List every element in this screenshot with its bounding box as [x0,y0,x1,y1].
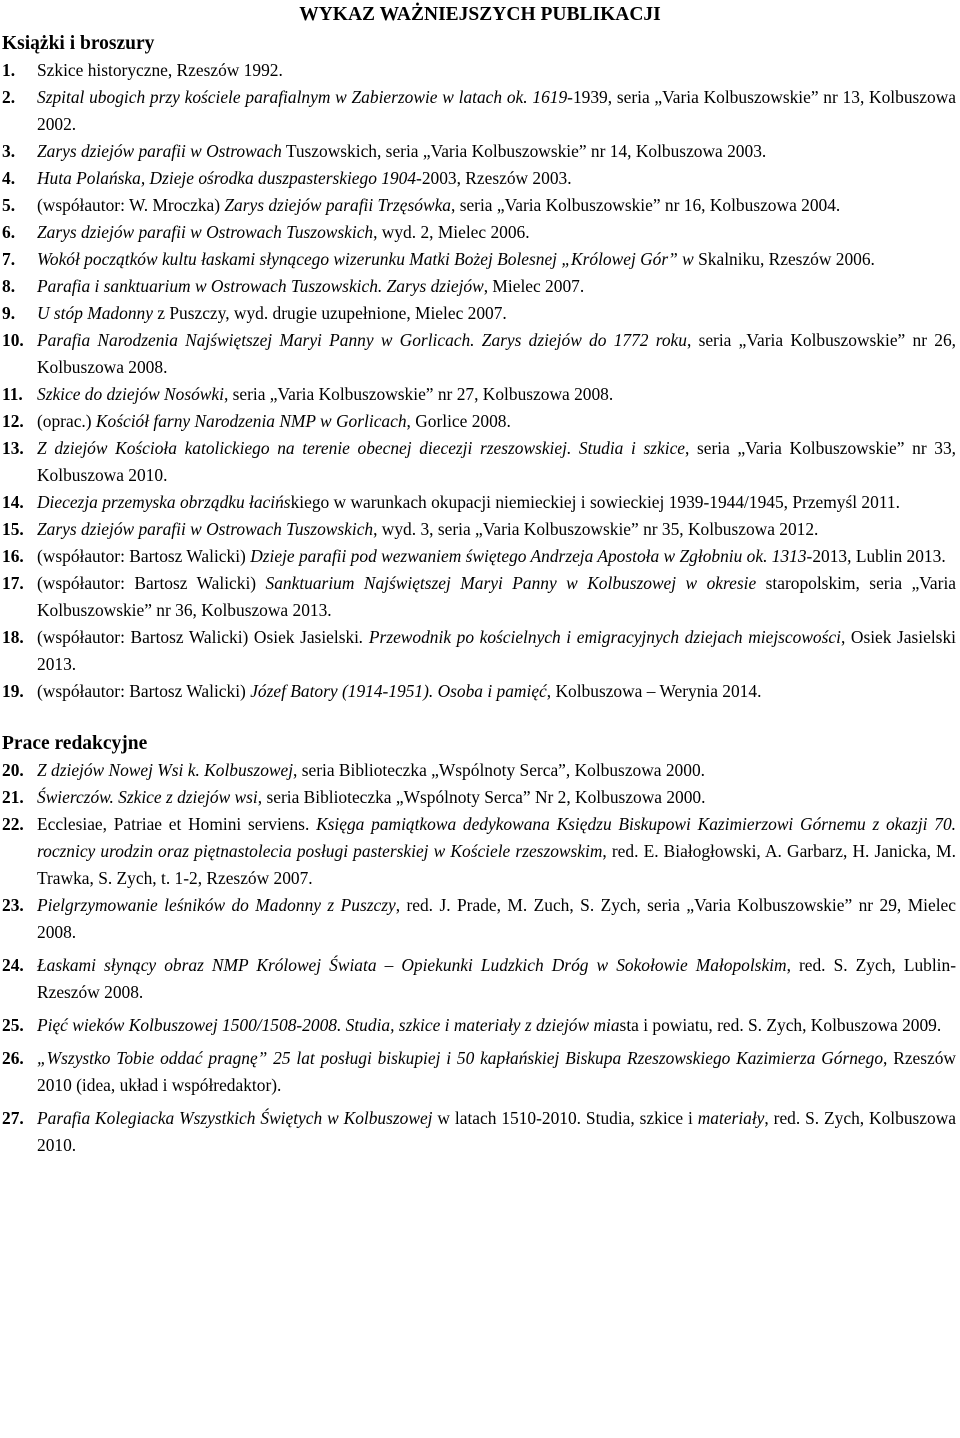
item-number: 5. [2,195,16,215]
item-text [37,573,956,620]
item-number: 27. [2,1108,24,1128]
text-run: , red. S. Zych, Lublin-Rzeszów 2008. [37,955,956,1002]
italic-title-run: Parafia i sanktuarium w Ostrowach Tuszowskich. Zarys dziejów [37,276,484,296]
item-number: 15. [2,519,24,539]
publication-item [0,1012,960,1039]
item-text [37,195,840,215]
item-text [37,168,572,188]
italic-title-run: Sanktuarium Najświętszej Maryi Panny w Kolbuszowej w okresie [265,573,757,593]
publication-item [0,300,960,327]
item-text [37,681,761,701]
item-number: 17. [2,573,24,593]
item-text [37,438,956,485]
text-run: Tuszowskich, seria „Varia Kolbuszowskie” nr 14, Kolbuszowa 2003. [281,141,767,161]
publication-item [0,138,960,165]
publication-item [0,624,960,678]
item-text [37,330,956,377]
item-number: 24. [2,955,24,975]
italic-title-run: Łaskami słynący obraz NMP Królowej Świata – Opiekunki Ludzkich Dróg w Sokołowie Małopolskim [37,955,787,975]
text-run: kiego w warunkach okupacji niemieckiej i sowieckiej 1939-1944/1945, Przemyśl 2011. [290,492,900,512]
item-number: 9. [2,303,16,323]
publication-item [0,757,960,784]
item-text [37,1015,941,1035]
italic-title-run: Pięć wieków Kolbuszowej 1500/1508-2008. Studia, szkice i materiały z dziejów mia [37,1015,620,1035]
italic-title-run: Z dziejów Nowej Wsi k. Kolbuszowej [37,760,294,780]
text-run: (współautor: W. Mroczka) [37,195,225,215]
item-number: 11. [2,384,23,404]
item-number: 12. [2,411,24,431]
item-text [37,546,946,566]
item-number: 18. [2,627,24,647]
text-run: , wyd. 2, Mielec 2006. [373,222,530,242]
item-number: 3. [2,141,16,161]
item-text [37,222,530,242]
item-number: 7. [2,249,16,269]
item-text [37,1108,956,1155]
text-run: sta i powiatu, red. S. Zych, Kolbuszowa 2009. [619,1015,942,1035]
text-run: (współautor: Bartosz Walicki) [37,681,251,701]
italic-title-run: Huta Polańska, Dzieje ośrodka duszpasterskiego 1904 [37,168,417,188]
text-run: , wyd. 3, seria „Varia Kolbuszowskie” nr 35, Kolbuszowa 2012. [373,519,819,539]
italic-title-run: Parafia Kolegiacka Wszystkich Świętych w Kolbuszowej [37,1108,433,1128]
text-run: w latach 1510-2010. Studia, szkice i [432,1108,698,1128]
item-text [37,760,705,780]
text-run: (współautor: Bartosz Walicki) Osiek Jasielski [37,627,359,647]
item-text [37,895,956,942]
publication-item [0,811,960,892]
italic-title-run: Dzieje parafii pod wezwaniem świętego Andrzeja Apostoła w Zgłobniu ok. 1313 [250,546,807,566]
publication-item [0,543,960,570]
publication-item [0,192,960,219]
item-number: 23. [2,895,24,915]
text-run: , Osiek Jasielski 2013. [37,627,956,674]
publication-item [0,1045,960,1099]
italic-title-run: Józef Batory (1914-1951). Osoba i pamięć [250,681,547,701]
italic-title-run: Z dziejów Kościoła katolickiego na terenie obecnej diecezji rzeszowskiej. Studia i szkice [37,438,686,458]
item-text [37,411,511,431]
italic-title-run: Wokół początków kultu łaskami słynącego wizerunku Matki Bożej Bolesnej „Królowej Gór” w [37,249,694,269]
text-run: , seria „Varia Kolbuszowskie” nr 33, Kolbuszowa 2010. [37,438,956,485]
text-run: , seria Biblioteczka „Wspólnoty Serca”, Kolbuszowa 2000. [293,760,705,780]
text-run: , Kolbuszowa – Werynia 2014. [546,681,762,701]
publication-item [0,435,960,489]
publication-item [0,246,960,273]
italic-title-run: Zarys dziejów parafii w Ostrowach Tuszowskich [37,222,374,242]
item-text [37,955,956,1002]
italic-title-run: Księga pamiątkowa dedykowana Księdzu Biskupowi Kazimierzowi Górnemu z okazji 70. rocznicy urodzin oraz piętnastolecia posługi pasterskiej w Kościele rzeszowskim [37,814,956,861]
item-number: 13. [2,438,24,458]
item-number: 26. [2,1048,24,1068]
item-number: 4. [2,168,16,188]
text-run: Ecclesiae, Patriae et Homini serviens. [37,814,317,834]
document-title: WYKAZ WAŻNIEJSZYCH PUBLIKACJI [299,4,661,25]
text-run: , red. E. Białogłowski, A. Garbarz, H. Janicka, M. Trawka, S. Zych, t. 1-2, Rzeszów 2007. [37,841,956,888]
italic-title-run: Pielgrzymowanie leśników do Madonny z Puszczy [37,895,396,915]
italic-title-run: materiały [697,1108,765,1128]
text-run: , Rzeszów 2010 (idea, układ i współredaktor). [37,1048,956,1095]
italic-title-run: „Wszystko Tobie oddać pragnę” 25 lat posługi biskupiej i 50 kapłańskiej Biskupa Rzeszowskiego Kazimierza Górnego [37,1048,884,1068]
italic-title-run: Kościół farny Narodzenia NMP w Gorlicach [95,411,407,431]
publication-item [0,57,960,84]
publication-item [0,165,960,192]
section-heading: Prace redakcyjne [2,733,148,754]
italic-title-run: . Przewodnik po kościelnych i emigracyjnych dziejach miejscowości [359,627,841,647]
publication-item [0,892,960,946]
section-2 [0,730,960,1159]
item-text [37,787,705,807]
item-number: 19. [2,681,24,701]
text-run: Skalniku, Rzeszów 2006. [693,249,875,269]
publication-item [0,273,960,300]
publication-item [0,1105,960,1159]
item-text [37,141,766,161]
publication-item [0,327,960,381]
text-run: (współautor: Bartosz Walicki) [37,573,266,593]
item-text [37,60,283,80]
publication-item [0,219,960,246]
text-run: -2003, Rzeszów 2003. [416,168,572,188]
item-number: 8. [2,276,16,296]
italic-title-run: Szkice do dziejów Nosówki [37,384,224,404]
item-text [37,814,956,888]
item-text [37,519,818,539]
text-run: , seria Biblioteczka „Wspólnoty Serca” Nr 2, Kolbuszowa 2000. [257,787,706,807]
publication-item [0,952,960,1006]
publication-item [0,784,960,811]
italic-title-run: Parafia Narodzenia Najświętszej Maryi Panny w Gorlicach. Zarys dziejów do 1772 roku [37,330,687,350]
section-heading: Książki i broszury [2,33,155,54]
item-text [37,627,956,674]
item-number: 14. [2,492,24,512]
item-number: 20. [2,760,24,780]
item-text [37,249,875,269]
item-number: 2. [2,87,16,107]
publication-item [0,570,960,624]
italic-title-run: Zarys dziejów parafii w Ostrowach Tuszowskich [37,519,374,539]
item-text [37,87,956,134]
text-run: , seria „Varia Kolbuszowskie” nr 26, Kolbuszowa 2008. [37,330,956,377]
item-text [37,384,613,404]
text-run: , Mielec 2007. [483,276,585,296]
text-run: , seria „Varia Kolbuszowskie” nr 16, Kolbuszowa 2004. [451,195,841,215]
text-run: -2013, Lublin 2013. [806,546,946,566]
item-text [37,1048,956,1095]
item-text [37,492,900,512]
publication-item [0,489,960,516]
publication-item [0,408,960,435]
item-text [37,303,507,323]
italic-title-run: U stóp Madonny [37,303,153,323]
text-run: , red. S. Zych, Kolbuszowa 2010. [37,1108,956,1155]
text-run: , seria „Varia Kolbuszowskie” nr 27, Kolbuszowa 2008. [223,384,614,404]
text-run: , Gorlice 2008. [406,411,511,431]
text-run: (oprac.) [37,411,96,431]
item-number: 6. [2,222,16,242]
italic-title-run: Diecezja przemyska obrządku łacińs [37,492,291,512]
text-run: z Puszczy, wyd. drugie uzupełnione, Mielec 2007. [152,303,507,323]
italic-title-run: Zarys dziejów parafii w Ostrowach [37,141,282,161]
publication-item [0,84,960,138]
publication-item [0,516,960,543]
item-number: 21. [2,787,24,807]
italic-title-run: Świerczów. Szkice z dziejów wsi [37,787,258,807]
item-number: 22. [2,814,24,834]
italic-title-run: Zarys dziejów parafii Trzęsówka [224,195,451,215]
text-run: -1939, seria „Varia Kolbuszowskie” nr 13, Kolbuszowa 2002. [37,87,956,134]
text-run: (współautor: Bartosz Walicki) [37,546,251,566]
publication-item [0,381,960,408]
section-1 [0,30,960,705]
text-run: Szkice historyczne, Rzeszów 1992. [37,60,283,80]
item-text [37,276,584,296]
publication-list [0,57,960,705]
italic-title-run: Szpital ubogich przy kościele parafialnym w Zabierzowie w latach ok. 1619 [37,87,568,107]
text-run: staropolskim, seria „Varia Kolbuszowskie” nr 36, Kolbuszowa 2013. [37,573,956,620]
publication-list [0,757,960,1159]
item-number: 1. [2,60,16,80]
sections-container [0,30,960,1159]
item-number: 25. [2,1015,24,1035]
item-number: 10. [2,330,24,350]
text-run: , red. J. Prade, M. Zuch, S. Zych, seria „Varia Kolbuszowskie” nr 29, Mielec 2008. [37,895,956,942]
item-number: 16. [2,546,24,566]
publication-item [0,678,960,705]
